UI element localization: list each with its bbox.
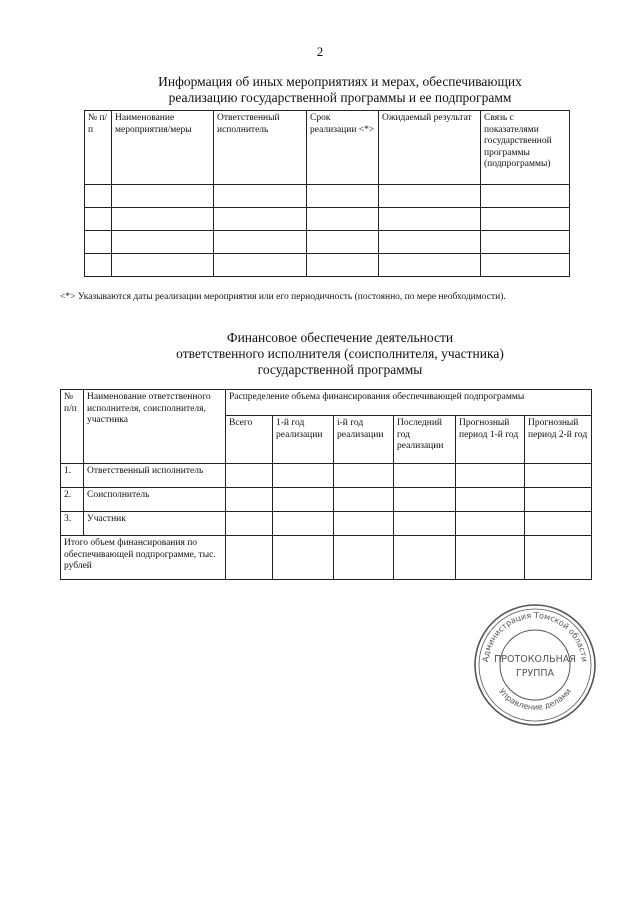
- col-num: № п/п: [85, 111, 112, 185]
- section2-title: [40, 330, 640, 378]
- table-row: [85, 231, 570, 254]
- fin-col-total: Всего: [226, 416, 273, 464]
- row-name: Соисполнитель: [84, 488, 226, 512]
- page-number: 2: [316, 44, 324, 59]
- fin-col-name: Наименование ответственного исполнителя, соисполнителя, участника: [84, 390, 226, 464]
- measures-table: [84, 110, 570, 277]
- stamp-bottom-text: Управление делами: [497, 686, 573, 712]
- finance-header-row1: [61, 390, 592, 416]
- table-row: [85, 208, 570, 231]
- row-num: 2.: [61, 488, 84, 512]
- finance-table: [60, 389, 592, 580]
- fin-col-forecast1: Прогнозный период 1-й год: [456, 416, 525, 464]
- row-name: Ответственный исполнитель: [84, 464, 226, 488]
- table-row: [61, 464, 592, 488]
- table-row: [85, 254, 570, 277]
- stamp-outer-text: Администрация Томской области: [481, 610, 589, 663]
- row-num: 1.: [61, 464, 84, 488]
- section2-title-line3: государственной программы: [257, 362, 423, 377]
- fin-col-num: № п/п: [61, 390, 84, 464]
- fin-col-year-i: i-й год реализации: [334, 416, 394, 464]
- footnote: <*> Указываются даты реализации мероприятия или его периодичность (постоянно, по мере необходимости).: [60, 292, 506, 302]
- fin-col-year1: 1-й год реализации: [273, 416, 334, 464]
- table-row: [85, 185, 570, 208]
- section1-title: [40, 74, 640, 106]
- col-responsible: Ответственный исполнитель: [214, 111, 307, 185]
- protocol-group-stamp: [470, 600, 600, 730]
- table-row: [61, 488, 592, 512]
- col-term: Срок реализации <*>: [307, 111, 379, 185]
- stamp-center-line2: ГРУППА: [515, 668, 555, 679]
- table-row: [61, 512, 592, 536]
- section2-title-line2: ответственного исполнителя (соисполнителя, участника): [176, 346, 504, 361]
- stamp-seal: [470, 600, 600, 730]
- fin-col-year-last: Последний год реализации: [394, 416, 456, 464]
- col-link: Связь с показателями государственной программы (подпрограммы): [481, 111, 570, 185]
- stamp-center-line1: ПРОТОКОЛЬНАЯ: [494, 654, 576, 665]
- row-num: 3.: [61, 512, 84, 536]
- total-label: Итого объем финансирования по обеспечивающей подпрограмме, тыс. рублей: [61, 536, 226, 580]
- section2-title-line1: Финансовое обеспечение деятельности: [226, 330, 454, 345]
- total-row: [61, 536, 592, 580]
- section1-title-line1: Информация об иных мероприятиях и мерах, обеспечивающих: [158, 74, 522, 89]
- measures-header-row: [85, 111, 570, 185]
- fin-col-distribution: Распределение объема финансирования обеспечивающей подпрограммы: [226, 390, 592, 416]
- fin-col-forecast2: Прогнозный период 2-й год: [525, 416, 592, 464]
- row-name: Участник: [84, 512, 226, 536]
- col-name: Наименование мероприятия/меры: [112, 111, 214, 185]
- col-result: Ожидаемый результат: [379, 111, 481, 185]
- section1-title-line2: реализацию государственной программы и ее подпрограмм: [168, 90, 512, 105]
